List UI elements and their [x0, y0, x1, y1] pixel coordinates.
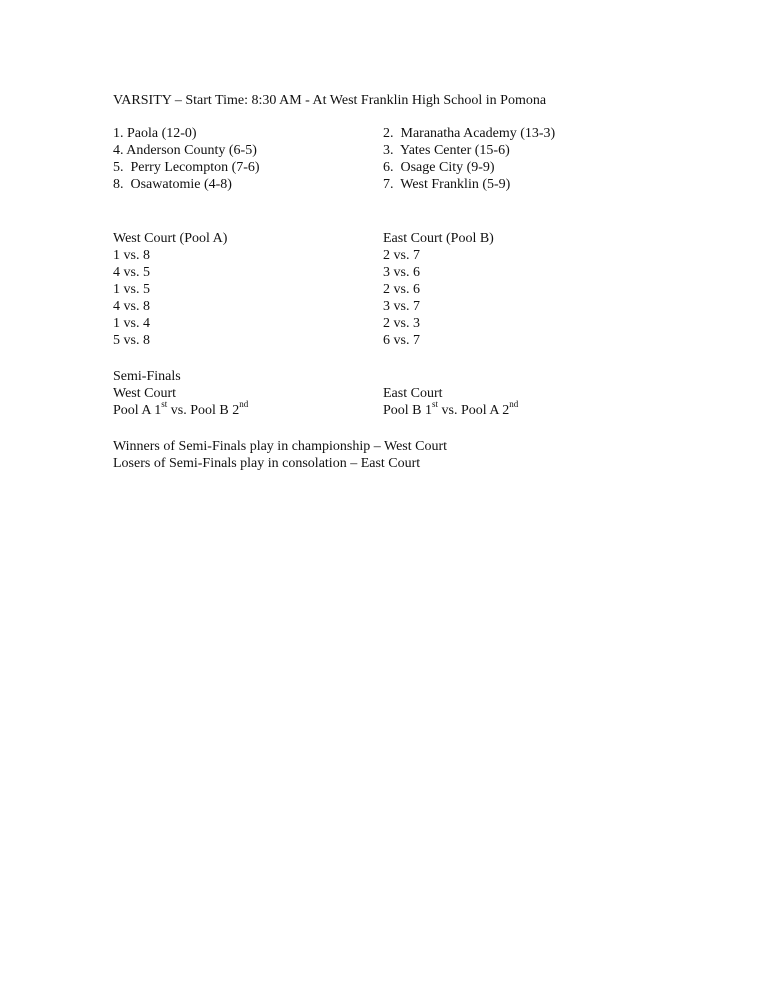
pool-east-game: 3 vs. 7: [383, 299, 420, 314]
semis-west-court: West Court: [113, 386, 177, 401]
pool-west-game: 4 vs. 5: [113, 265, 150, 280]
pool-west-game: 1 vs. 8: [113, 248, 150, 263]
pool-west-title: West Court (Pool A): [113, 231, 228, 246]
pool-east-game: 6 vs. 7: [383, 333, 420, 348]
semis-west-matchup: Pool A 1st vs. Pool B 2nd: [113, 399, 249, 418]
pool-west-game: 5 vs. 8: [113, 333, 150, 348]
pool-east-game: 3 vs. 6: [383, 265, 420, 280]
semis-east-court: East Court: [383, 386, 443, 401]
seed-right-3: 6. Osage City (9-9): [383, 160, 495, 175]
seed-right-1: 2. Maranatha Academy (13-3): [383, 126, 556, 141]
semis-title: Semi-Finals: [113, 369, 181, 384]
note-consolation: Losers of Semi-Finals play in consolation – East Court: [113, 456, 421, 471]
seed-right-2: 3. Yates Center (15-6): [383, 143, 510, 158]
seed-left-1: 1. Paola (12-0): [113, 126, 197, 141]
seed-left-4: 8. Osawatomie (4-8): [113, 177, 232, 192]
pool-west-game: 1 vs. 4: [113, 316, 150, 331]
seed-right-4: 7. West Franklin (5-9): [383, 177, 511, 192]
pool-east-game: 2 vs. 3: [383, 316, 420, 331]
pool-east-game: 2 vs. 6: [383, 282, 420, 297]
seed-left-2: 4. Anderson County (6-5): [113, 143, 257, 158]
pool-east-title: East Court (Pool B): [383, 231, 494, 246]
pool-west-game: 4 vs. 8: [113, 299, 150, 314]
header-line: VARSITY – Start Time: 8:30 AM - At West Franklin High School in Pomona: [113, 93, 547, 108]
pool-west-game: 1 vs. 5: [113, 282, 150, 297]
pool-east-game: 2 vs. 7: [383, 248, 420, 263]
semis-east-matchup: Pool B 1st vs. Pool A 2nd: [383, 399, 519, 418]
seed-left-3: 5. Perry Lecompton (7-6): [113, 160, 260, 175]
note-championship: Winners of Semi-Finals play in championship – West Court: [113, 439, 448, 454]
